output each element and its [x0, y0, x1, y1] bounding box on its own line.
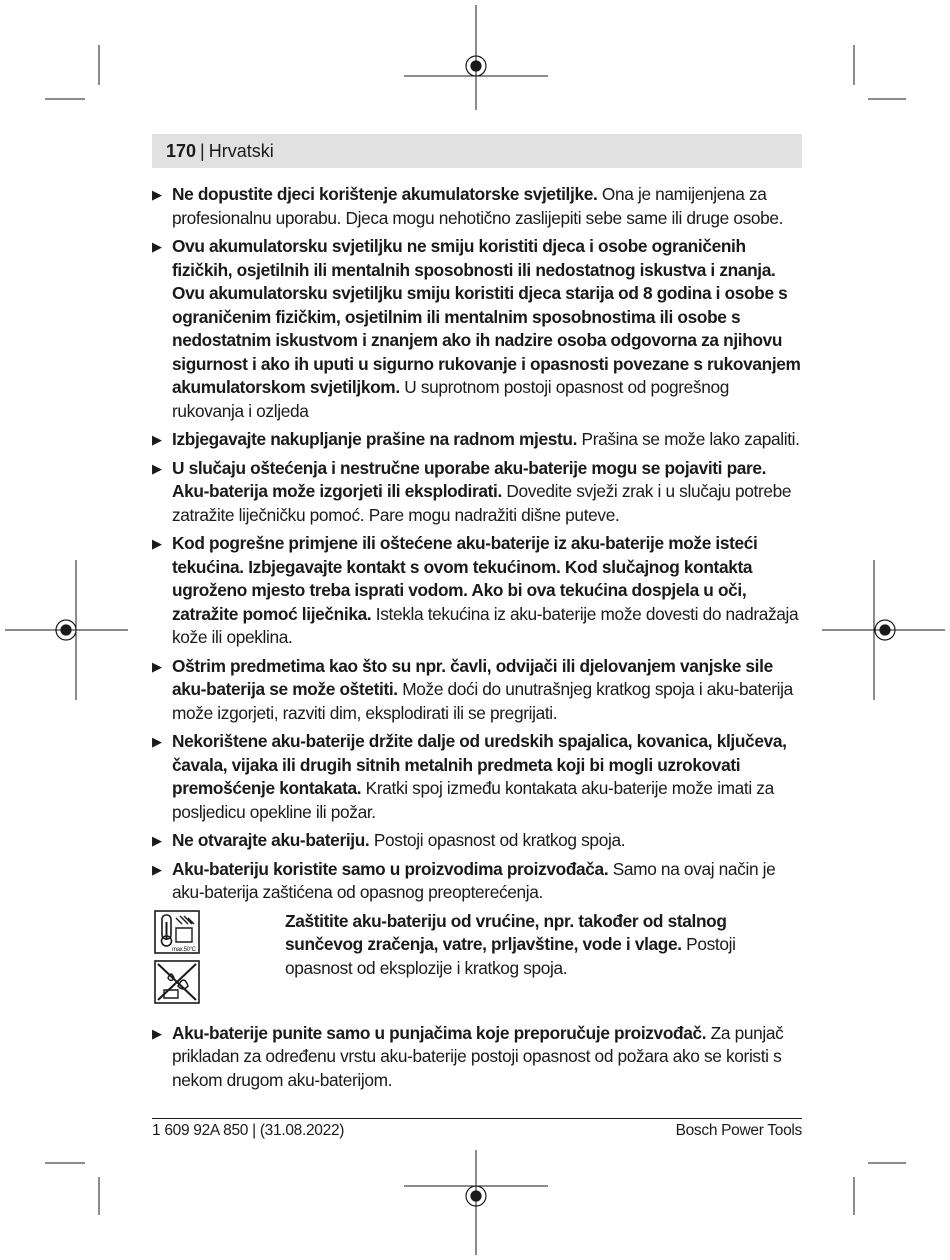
heat-icon-label: max.50°C [172, 946, 196, 953]
battery-no-water-fire-icon [154, 960, 200, 1004]
battery-heat-max-temperature-icon [154, 910, 200, 954]
document-number: 1 609 92A 850 | (31.08.2022) [152, 1122, 345, 1139]
item-text: Istekla tekućina iz aku-baterije može dovesti do nadražaja kože ili opeklina. [172, 603, 799, 647]
bullet-arrow-icon: ▶ [152, 734, 162, 749]
page-number: 170 [166, 141, 197, 161]
list-item [152, 1022, 804, 1093]
brand-name: Bosch Power Tools [675, 1122, 802, 1139]
item-bold-text: Aku-bateriju koristite samo u proizvodima proizvođača. [172, 858, 609, 879]
item-bold-text: Oštrim predmetima kao što su npr. čavli, odvijači ili djelovanjem vanjske sile aku-baterija se može oštetiti. [172, 655, 773, 699]
battery-protection-warning [152, 910, 804, 1014]
list-item [152, 858, 804, 905]
item-text: Dovedite svježi zrak i u slučaju potrebe zatražite liječničku pomoć. Pare mogu nadražiti dišne puteve. [172, 481, 792, 525]
list-item [152, 829, 804, 853]
item-text: U suprotnom postoji opasnost od pogrešnog rukovanja i ozljeda [172, 377, 730, 421]
bullet-arrow-icon: ▶ [152, 833, 162, 848]
list-item [152, 655, 804, 726]
list-item [152, 235, 804, 423]
bullet-arrow-icon: ▶ [152, 536, 162, 551]
warning-text [285, 910, 785, 981]
header-separator: | [200, 141, 205, 161]
warning-icons [154, 910, 204, 1004]
item-bold-text: Izbjegavajte nakupljanje prašine na radnom mjestu. [172, 429, 578, 449]
bullet-arrow-icon: ▶ [152, 239, 162, 254]
page-header [152, 134, 802, 168]
list-item [152, 183, 804, 230]
item-bold-text: Aku-baterije punite samo u punjačima koje preporučuje proizvođač. [172, 1022, 707, 1043]
bullet-arrow-icon: ▶ [152, 658, 162, 674]
bullet-arrow-icon: ▶ [152, 187, 162, 202]
warning-normal-text: Postoji opasnost od eksplozije i kratkog spoja. [285, 934, 736, 978]
list-item [152, 457, 804, 528]
item-text: Samo na ovaj način je aku-baterija zaštićena od opasnog preopterećenja. [172, 858, 776, 902]
warning-bold-text: Zaštitite aku-bateriju od vrućine, npr. također od stalnog sunčevog zračenja, vatre, prljavštine, vode i vlage. [285, 910, 727, 954]
item-text: Može doći do unutrašnjeg kratkog spoja i aku-baterija može izgorjeti, razviti dim, eksplodirati ili se pregrijati. [172, 679, 793, 723]
bullet-arrow-icon: ▶ [152, 432, 162, 447]
item-bold-text: Ne otvarajte aku-bateriju. [172, 830, 370, 850]
item-bold-text: Kod pogrešne primjene ili oštećene aku-baterije iz aku-baterije može isteći tekućina. Izbjegavajte kontakt s ovom tekućinom. Kod slučajnog kontakta ugroženo mjesto treba isprati vodom. Ako bi ova tekućina dospjela u oči, zatražite pomoć liječnika. [172, 533, 758, 624]
item-text: Za punjač prikladan za određenu vrstu aku-baterije postoji opasnost od požara ako se koristi s nekom drugom aku-baterijom. [172, 1022, 784, 1090]
bullet-arrow-icon: ▶ [152, 460, 162, 476]
list-item [152, 730, 804, 824]
header-language: Hrvatski [208, 141, 274, 161]
list-item [152, 428, 804, 452]
item-bold-text: Nekorištene aku-baterije držite dalje od uredskih spajalica, kovanica, ključeva, čavala, vijaka ili drugih sitnih metalnih predmeta koji bi mogli uzrokovati premošćenje kontakata. [172, 731, 787, 798]
item-text: Postoji opasnost od kratkog spoja. [369, 830, 626, 850]
safety-instructions [152, 183, 804, 1097]
item-text: Ona je namijenjena za profesionalnu uporabu. Djeca mogu nehotično zaslijepiti sebe same ili druge osobe. [172, 184, 784, 228]
bullet-arrow-icon: ▶ [152, 861, 162, 877]
page-footer [152, 1118, 802, 1139]
item-text: Prašina se može lako zapaliti. [577, 429, 800, 449]
item-text: Kratki spoj između kontakata aku-baterije može imati za posljedicu opekline ili požar. [172, 778, 774, 822]
item-bold-text: Ovu akumulatorsku svjetiljku ne smiju koristiti djeca i osobe ograničenih fizičkih, osjetilnih ili mentalnih sposobnosti ili nedostatnog iskustva i znanja. Ovu akumulatorsku svjetiljku smiju koristiti djeca starija od 8 godina i osobe s ograničenim fizičkim, osjetilnim ili mentalnim sposobnostima ili osobe s nedostatnim iskustvom i znanjem ako ih nadzire osoba odgovorna za njihovu sigurnost i ako ih uputi u sigurno rukovanje i opasnosti povezane s rukovanjem akumulatorskom svjetiljkom. [172, 236, 801, 397]
item-bold-text: U slučaju oštećenja i nestručne uporabe aku-baterije mogu se pojaviti pare. Aku-baterija može izgorjeti ili eksplodirati. [172, 457, 767, 501]
bullet-arrow-icon: ▶ [152, 1025, 162, 1041]
list-item [152, 532, 804, 650]
item-bold-text: Ne dopustite djeci korištenje akumulatorske svjetiljke. [172, 184, 598, 204]
